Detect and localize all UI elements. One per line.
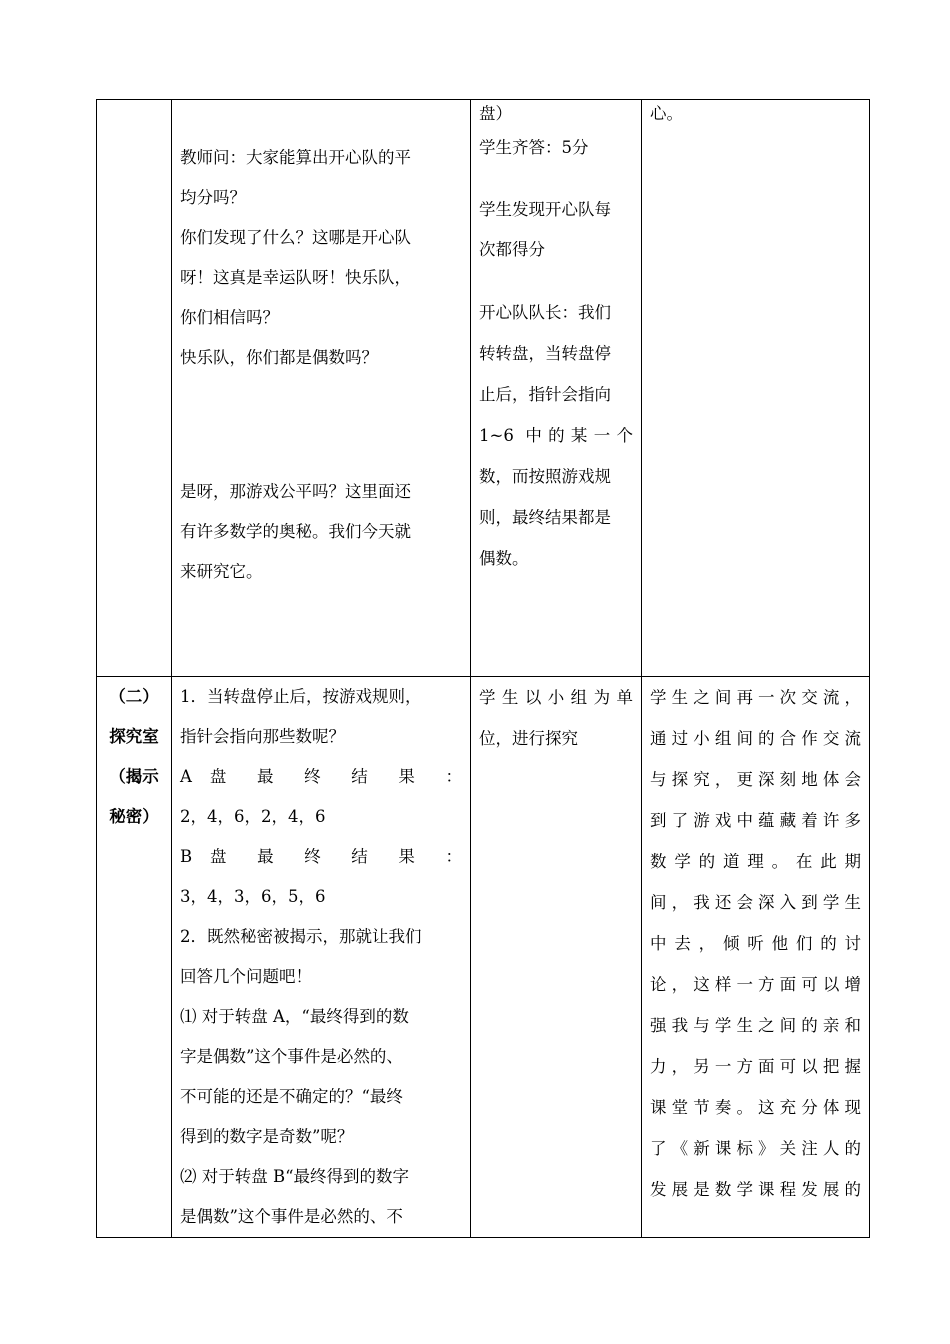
student-activity-cell: [471, 100, 642, 677]
student-line: 数，而按照游戏规: [479, 467, 611, 486]
student-activity-cell: [471, 677, 642, 1238]
stage-label: （二）: [109, 687, 159, 706]
table-row: [97, 100, 870, 677]
teacher-activity-cell: [172, 677, 471, 1238]
lesson-plan-table: [96, 99, 870, 1238]
stage-cell: [97, 677, 172, 1238]
exploration-line: 是偶数”这个事件是必然的、不: [180, 1207, 403, 1226]
stage-cell: [97, 100, 172, 677]
exploration-line: ⑴ 对于转盘 A，“最终得到的数: [180, 1007, 409, 1026]
exploration-line: 得到的数字是奇数”呢？: [180, 1127, 354, 1146]
teacher-question-line: 均分吗？: [180, 188, 246, 207]
design-intent-cell: [642, 100, 870, 677]
student-line: 1~6 中的某一个: [479, 426, 633, 445]
teacher-question-line: 来研究它。: [180, 562, 263, 581]
intent-line: 强我与学生之间的亲和: [650, 1016, 861, 1035]
student-line: 转转盘，当转盘停: [479, 344, 611, 363]
design-intent-cell: [642, 677, 870, 1238]
teacher-activity-cell: [172, 100, 471, 677]
intent-line: 中去，倾听他们的讨: [650, 934, 861, 953]
teacher-question-line: 有许多数学的奥秘。我们今天就: [180, 522, 411, 541]
intent-line: 发展是数学课程发展的: [650, 1180, 861, 1199]
teacher-question-line: 你们相信吗？: [180, 308, 279, 327]
stage-label: 秘密）: [109, 807, 159, 826]
stage-label: 探究室: [109, 727, 159, 746]
intent-line: 论，这样一方面可以增: [650, 975, 861, 994]
exploration-line: 回答几个问题吧！: [180, 967, 312, 986]
exploration-line: 2，4，6，2，4，6: [180, 807, 326, 826]
teacher-question-line: 教师问：大家能算出开心队的平: [180, 148, 411, 167]
student-line: 偶数。: [479, 549, 529, 568]
stage-label: （揭示: [109, 767, 159, 786]
intent-line: 通过小组间的合作交流: [650, 729, 861, 748]
exploration-line: 2．既然秘密被揭示，那就让我们: [180, 927, 422, 946]
exploration-line: 指针会指向那些数呢？: [180, 727, 345, 746]
exploration-line: 不可能的还是不确定的？“最终: [180, 1087, 403, 1106]
student-line: 开心队队长：我们: [479, 303, 611, 322]
exploration-line: 1．当转盘停止后，按游戏规则，: [180, 687, 422, 706]
student-line: 则，最终结果都是: [479, 508, 611, 527]
intent-line: 间，我还会深入到学生: [650, 893, 861, 912]
exploration-line: A 盘 最 终 结 果 ：: [180, 767, 462, 786]
teacher-question-line: 呀！这真是幸运队呀！快乐队，: [180, 268, 411, 287]
exploration-line: 字是偶数”这个事件是必然的、: [180, 1047, 403, 1066]
exploration-line: ⑵ 对于转盘 B“最终得到的数字: [180, 1167, 410, 1186]
student-line: 位，进行探究: [479, 729, 578, 748]
intent-line: 心。: [650, 104, 683, 123]
exploration-line: B 盘 最 终 结 果 ：: [180, 847, 462, 866]
intent-line: 了《新课标》关注人的: [650, 1139, 861, 1158]
intent-line: 学生之间再一次交流，: [650, 688, 861, 707]
exploration-line: 3，4，3，6，5，6: [180, 887, 326, 906]
student-line: 学生发现开心队每: [479, 200, 611, 219]
teacher-question-line: 是呀，那游戏公平吗？这里面还: [180, 482, 411, 501]
table-row: [97, 677, 870, 1238]
teacher-question-line: 你们发现了什么？这哪是开心队: [180, 228, 411, 247]
intent-line: 课堂节奏。这充分体现: [650, 1098, 861, 1117]
student-line: 次都得分: [479, 240, 545, 259]
intent-line: 到了游戏中蕴藏着许多: [650, 811, 861, 830]
teacher-question-line: 快乐队，你们都是偶数吗？: [180, 348, 378, 367]
student-line: 学生以小组为单: [479, 688, 633, 707]
intent-line: 力，另一方面可以把握: [650, 1057, 861, 1076]
student-line: 学生齐答：5分: [479, 138, 589, 157]
student-line: 盘）: [479, 104, 512, 123]
intent-line: 数学的道理。在此期: [650, 852, 861, 871]
student-line: 止后，指针会指向: [479, 385, 611, 404]
intent-line: 与探究，更深刻地体会: [650, 770, 861, 789]
